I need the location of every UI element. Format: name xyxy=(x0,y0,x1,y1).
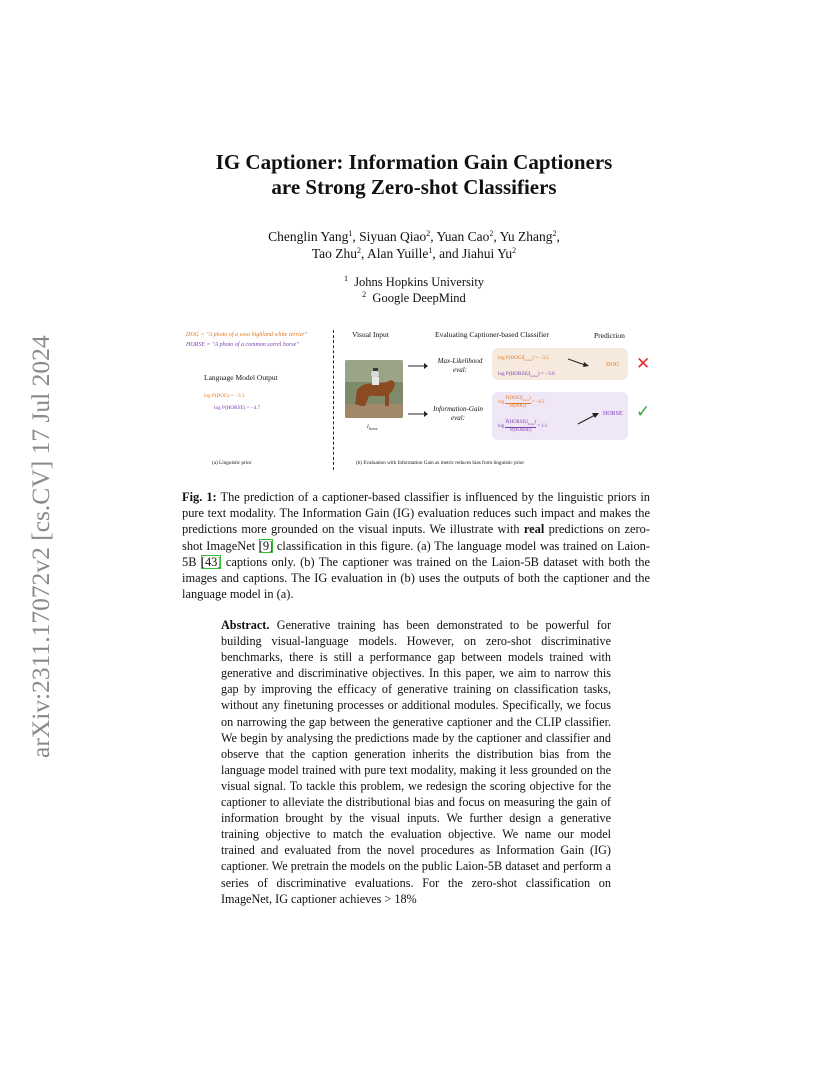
affil-name: Johns Hopkins University xyxy=(354,275,485,289)
horse-photo xyxy=(345,360,403,418)
author-affil-mark: 1 xyxy=(428,246,433,255)
author-affil-mark: 2 xyxy=(357,246,362,255)
visual-input-label: Visual Input xyxy=(352,330,389,339)
affiliations xyxy=(140,274,688,306)
caption-text: The prediction of a captioner-based classifier is influenced by the linguistic priors in pure text modality. The Information Gain (IG) evaluation reduces such impact and makes the predictions more grounded on the visual inputs. We illustrate with xyxy=(182,490,650,537)
figure-1 xyxy=(180,324,650,474)
affiliation xyxy=(140,274,688,290)
author-list xyxy=(140,228,688,262)
author-affil-mark: 2 xyxy=(426,229,431,238)
title-line: are Strong Zero-shot Classifiers xyxy=(271,175,557,199)
affil-name: Google DeepMind xyxy=(372,291,466,305)
citation-link[interactable]: [9] xyxy=(258,538,274,553)
figure-caption xyxy=(182,489,650,602)
abstract-label: Abstract. xyxy=(221,618,270,632)
figure-label: Fig. 1: xyxy=(182,490,217,504)
affil-mark: 2 xyxy=(362,290,367,299)
wrong-mark-icon: ✕ xyxy=(636,354,651,374)
input-arrows xyxy=(408,360,428,440)
author-affil-mark: 2 xyxy=(512,246,517,255)
abstract xyxy=(221,617,611,907)
title-line: IG Captioner: Information Gain Captioners xyxy=(215,150,613,174)
ml-pred-arrow xyxy=(568,357,590,369)
lm-dog-score: log P(DOG) = −3.3 xyxy=(204,393,245,399)
ml-dog-score: $\log P(DOG|I_{horse}) = -3.5$ xyxy=(498,355,549,363)
prediction-header: Prediction xyxy=(594,331,625,340)
caption-text: captions only. (b) The captioner was trained on the Laion-5B dataset with both the images and captions. The IG evaluation in (b) uses the outputs of both the captioner and the language model in (a). xyxy=(182,554,650,602)
author-name: Yuan Cao xyxy=(436,229,490,244)
lm-horse-score: log P(HORSE) = −4.7 xyxy=(214,405,261,411)
ig-eval-label: Information-Gain eval: xyxy=(433,405,483,422)
abstract-text: Generative training has been demonstrated to be powerful for building visual-language models. However, on zero-shot discriminative benchmarks, there is still a performance gap between models trained with generative and discriminative objectives. In this paper, we aim to narrow this gap by improving the efficacy of generative training on classification tasks, without any finetuning processes or additional modules. Specifically, we focus on narrowing the gap between the generative captioner and the CLIP classifier. We begin by analysing the predictions made by the captioner and classifier and observe that the caption generation inherits the distribution bias from the language model trained with pure text modality, making it less grounded on the visual signal. To tackle this problem, we redesign the scoring objective for the captioner to alleviate the distributional bias and focus on measuring the gain of information brought by the visual inputs. We further design a generative training objective to match the evaluation objective. We name our model trained and evaluated from the novel procedures as Information Gain (IG) captioner. We pretrain the models on the public Laion-5B dataset and perform a series of discriminative evaluations. For the zero-shot classification on ImageNet, IG captioner achieves > 18% xyxy=(221,618,612,906)
author-name: Chenglin Yang xyxy=(268,229,349,244)
caption-b: (b) Evaluation with Information Gain as metric reduces bias from linguistic prior xyxy=(356,460,525,466)
correct-check-icon: ✓ xyxy=(636,402,651,422)
and-word: and xyxy=(439,246,459,261)
ig-prediction: HORSE xyxy=(603,411,623,417)
author-affil-mark: 2 xyxy=(489,229,494,238)
ml-prediction: DOG xyxy=(606,362,619,368)
citation-link[interactable]: [43] xyxy=(200,554,222,569)
paper-title xyxy=(140,150,688,200)
author-line: Chenglin Yang$^1$, Siyuan Qiao$^2$, Yuan Cao$^2$, Yu Zhang$^2$, xyxy=(268,229,560,244)
ml-horse-score: $\log P(HORSE|I_{horse}) = -3.6$ xyxy=(498,371,555,379)
caption-a: (a) Linguistic prior xyxy=(212,460,252,466)
ig-pred-arrow xyxy=(578,412,600,426)
image-label: $I_{horse}$ xyxy=(367,424,378,432)
caption-text: predictions on zero-shot ImageNet xyxy=(182,522,651,553)
eval-header: Evaluating Captioner-based Classifier xyxy=(435,330,549,339)
affiliation xyxy=(140,290,688,306)
author-name: Tao Zhu xyxy=(311,246,358,261)
author-line: Tao Zhu$^2$, Alan Yuille$^1$, and Jiahui Yu$^2$ xyxy=(311,246,517,261)
arxiv-identifier: arXiv:2311.17072v2 [cs.CV] 17 Jul 2024 xyxy=(26,335,55,758)
ig-horse-score: log $P(HORSE|I_{horse})$ P(HORSE) = 1.1 xyxy=(498,420,548,433)
author-name: Siyuan Qiao xyxy=(359,229,427,244)
author-name: Jiahui Yu xyxy=(462,246,513,261)
author-name: Alan Yuille xyxy=(367,246,429,261)
panel-divider xyxy=(333,330,334,470)
caption-text: classification in this figure. (a) The language model was trained on Laion-5B xyxy=(182,538,650,569)
affil-mark: 1 xyxy=(343,274,348,283)
ig-dog-score: log $P(DOG|I_{horse})$ P(DOG) = −0.2 xyxy=(498,396,545,409)
author-affil-mark: 2 xyxy=(552,229,557,238)
horse-prompt: HORSE = "A photo of a common sorrel horse" xyxy=(186,342,299,348)
ml-eval-label: Max-Likelihood eval: xyxy=(437,357,483,374)
dog-prompt: DOG = "A photo of a west highland white terrier" xyxy=(186,332,308,338)
author-affil-mark: 1 xyxy=(348,229,353,238)
author-name: Yu Zhang xyxy=(499,229,553,244)
caption-emphasis: real xyxy=(523,522,545,537)
lm-output-label: Language Model Output xyxy=(204,373,278,382)
arxiv-stamp xyxy=(0,0,60,1072)
